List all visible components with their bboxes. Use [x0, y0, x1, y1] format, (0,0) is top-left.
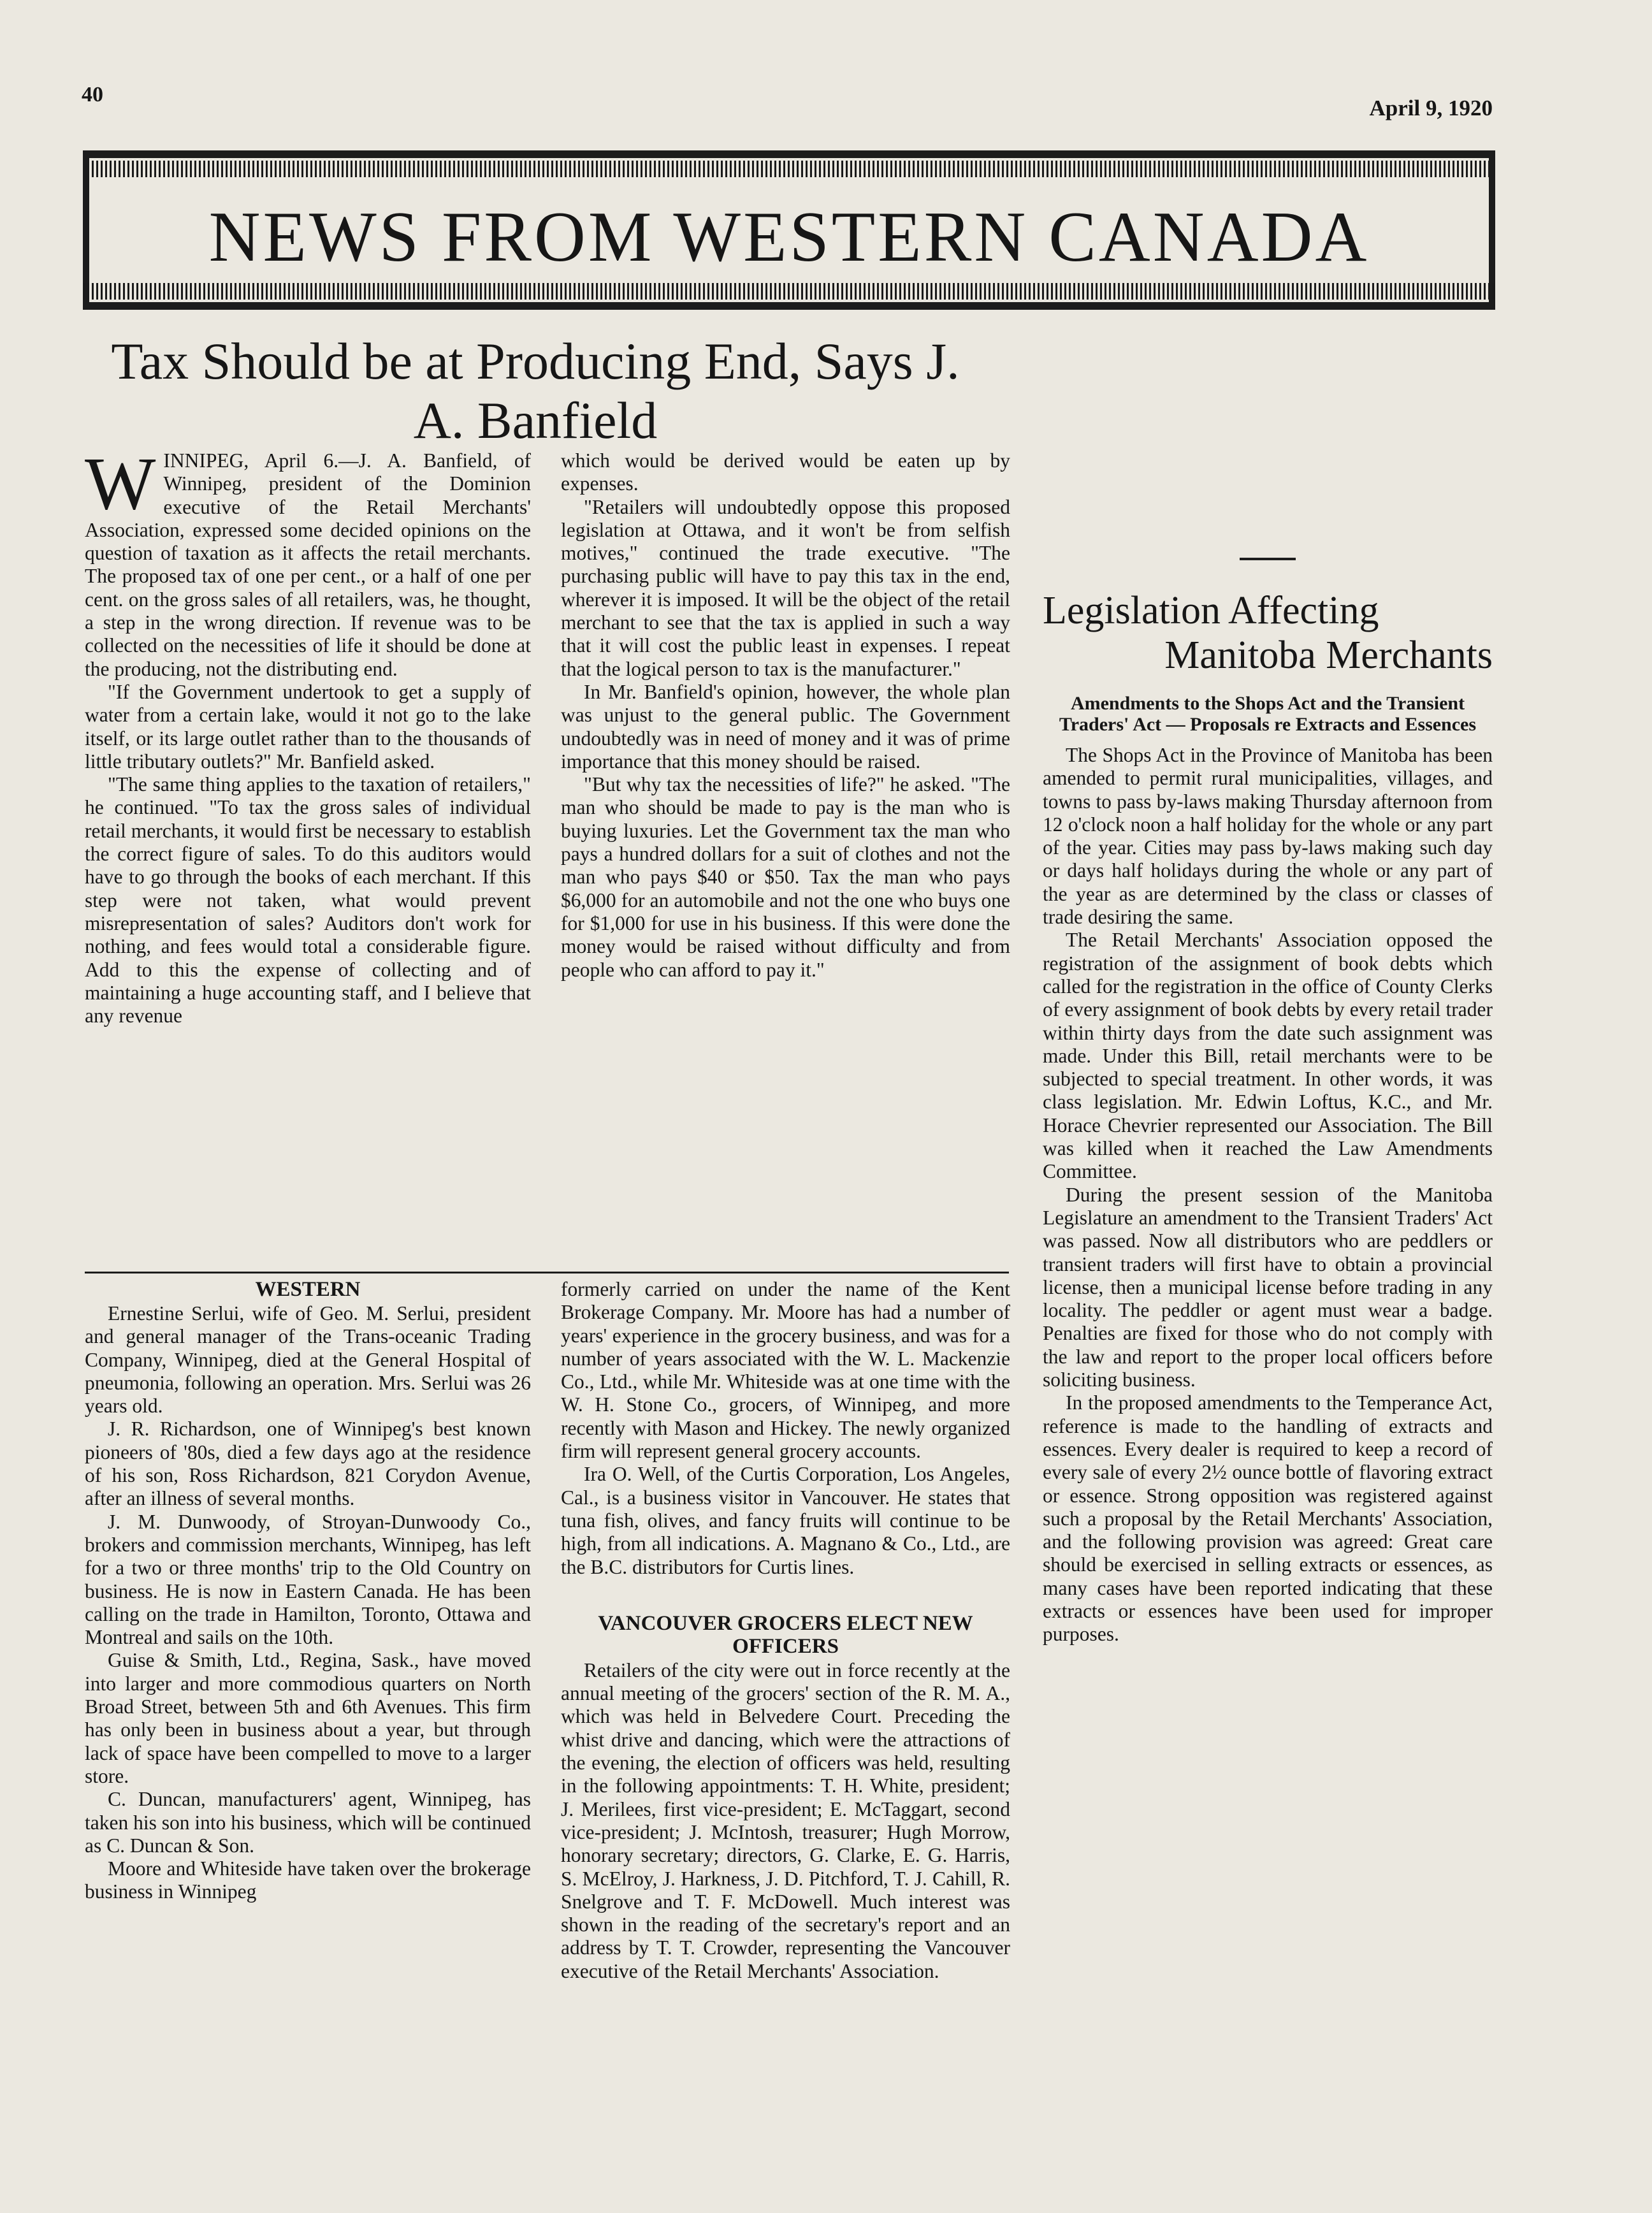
- section-separator: [1240, 558, 1296, 560]
- main-article-column-2: [561, 449, 1010, 982]
- page-number: 40: [82, 83, 103, 106]
- news-item: Ernestine Serlui, wife of Geo. M. Serlui, president and general manager of the Trans-oceanic Trading Company, Winnipeg, died at the General Hospital of pneumonia, following an operation. Mrs. Serlui was 26 years old.: [85, 1302, 531, 1418]
- main-article-headline: Tax Should be at Producing End, Says J. A. Banfield: [111, 332, 960, 450]
- issue-date: April 9, 1920: [1369, 96, 1493, 120]
- news-item: Retailers of the city were out in force recently at the annual meeting of the grocers' section of the R. M. A., which was held in Belvedere Court. Preceding the whist drive and dancing, which were the attractions of the evening, the election of officers was held, resulting in the following appointments: T. H. White, president; J. Merilees, first vice-president; E. McTaggart, second vice-president; J. McIntosh, treasurer; Hugh Morrow, honorary secretary; directors, G. Clarke, E. G. Harris, S. McElroy, J. Harkness, J. D. Pitchford, T. J. Cahill, R. Snelgrove and T. F. McDowell. Much interest was shown in the reading of the secretary's report and an address by T. T. Crowder, representing the Vancouver executive of the Retail Merchants' Association.: [561, 1658, 1010, 1982]
- masthead-ornament-top: [83, 161, 1495, 177]
- legislation-paragraph: During the present session of the Manitoba Legislature an amendment to the Transient Traders' Act was passed. Now all distributors who are peddlers or transient traders will first have to obtain a provincial license, then a municipal license before trading in any locality. The peddler or agent must wear a badge. Penalties are fixed for those who do not comply with the law and report to the proper local officers before soliciting business.: [1043, 1183, 1493, 1391]
- section-title: NEWS FROM WESTERN CANADA: [208, 198, 1370, 277]
- western-title: WESTERN: [255, 1278, 361, 1301]
- legislation-headline: Legislation Affecting Manitoba Merchants: [1043, 589, 1493, 677]
- news-item: Guise & Smith, Ltd., Regina, Sask., have moved into larger and more commodious quarters on North Broad Street, between 5th and 6th Avenues. This firm has only been in business about a year, but through lack of space have been compelled to move to a larger store.: [85, 1649, 531, 1787]
- article-paragraph: "But why tax the necessities of life?" he asked. "The man who should be made to pay is the man who is buying luxuries. Let the Government tax the man who pays a hundred dollars for a suit of clothes and not the man who pays $40 or $50. Tax the man who pays $6,000 for an automobile and not the one who buys one for $1,000 for use in his business. If this were done the money would be raised without difficulty and from people who can afford to pay it.": [561, 773, 1010, 981]
- news-item: Ira O. Well, of the Curtis Corporation, Los Angeles, Cal., is a business visitor in Vancouver. He states that tuna fish, olives, and fancy fruits will continue to be high, from all indications. A. Magnano & Co., Ltd., are the B.C. distributors for Curtis lines.: [561, 1463, 1010, 1578]
- legislation-paragraph: The Shops Act in the Province of Manitoba has been amended to permit rural municipalities, villages, and towns to pass by-laws making Thursday afternoon from 12 o'clock noon a half holiday for the whole or any part of the year. Cities may pass by-laws making such day or days half holidays during the whole or any part of the year as are determined by the class or classes of trade desiring the same.: [1043, 744, 1493, 929]
- masthead-ornament-bottom: [83, 283, 1495, 300]
- news-item: C. Duncan, manufacturers' agent, Winnipeg, has taken his son into his business, which will be continued as C. Duncan & Son.: [85, 1788, 531, 1857]
- section-masthead: [83, 150, 1495, 310]
- western-news-column-2: [561, 1278, 1010, 1983]
- legislation-paragraph: The Retail Merchants' Association opposed the registration of the assignment of book debts which called for the registration in the office of County Clerks of every assignment of book debts by every retail trader within thirty days from the date such assignment was made. Under this Bill, retail merchants were to be subjected to special treatment. In other words, it was class legislation. Mr. Edwin Loftus, K.C., and Mr. Horace Chevrier represented our Association. The Bill was killed when it reached the Law Amendments Committee.: [1043, 929, 1493, 1183]
- news-item: formerly carried on under the name of the Kent Brokerage Company. Mr. Moore has had a number of years' experience in the grocery business, and was for a number of years associated with the W. L. Mackenzie Co., Ltd., while Mr. Whiteside was at one time with the W. H. Stone Co., grocers, of Winnipeg, and more recently with Mason and Hickey. The newly organized firm will represent general grocery accounts.: [561, 1278, 1010, 1463]
- article-paragraph: "The same thing applies to the taxation of retailers," he continued. "To tax the gross sales of individual retail merchants, it would first be necessary to establish the correct figure of sales. To do this auditors would have to go through the books of each merchant. If this step were not taken, what would prevent misrepresentation of sales? Auditors don't work for nothing, and fees would total a considerable figure. Add to this the expense of collecting and of maintaining a huge accounting staff, and I believe that any revenue: [85, 773, 531, 1027]
- news-item: J. M. Dunwoody, of Stroyan-Dunwoody Co., brokers and commission merchants, Winnipeg, has left for a two or three months' trip to the Old Country on business. He is now in Eastern Canada. He has been calling on the trade in Hamilton, Toronto, Ottawa and Montreal and sails on the 10th.: [85, 1510, 531, 1649]
- news-item: Moore and Whiteside have taken over the brokerage business in Winnipeg: [85, 1857, 531, 1903]
- article-paragraph: "Retailers will undoubtedly oppose this proposed legislation at Ottawa, and it won't be from selfish motives," continued the trade executive. "The purchasing public will have to pay this tax in the end, wherever it is imposed. It will be the object of the retail merchant to see that the tax is applied in such a way that it will cost the public least in expenses. I repeat that the logical person to tax is the manufacturer.": [561, 495, 1010, 680]
- main-article-column-1: [85, 442, 531, 1027]
- article-divider-rule: [85, 1272, 1009, 1273]
- drop-cap: W: [85, 442, 156, 525]
- article-paragraph: WINNIPEG, April 6.—J. A. Banfield, of Winnipeg, president of the Dominion executive of the Retail Merchants' Association, expressed some decided opinions on the question of taxation as it affects the retail merchants. The proposed tax of one per cent., or a half of one per cent. on the gross sales of all retailers, was, he thought, a step in the wrong direction. If revenue was to be collected on the necessities of life it should be done at the producing, not the distributing end.: [85, 442, 531, 680]
- news-item: J. R. Richardson, one of Winnipeg's best known pioneers of '80s, died a few days ago at the residence of his son, Ross Richardson, 821 Corydon Avenue, after an illness of several months.: [85, 1418, 531, 1510]
- vancouver-title: VANCOUVER GROCERS ELECT NEW OFFICERS: [598, 1611, 973, 1658]
- column-3: [1043, 354, 1493, 1646]
- article-paragraph: In Mr. Banfield's opinion, however, the whole plan was unjust to the general public. The Government undoubtedly was in need of money and it was of prime importance that this money should be raised.: [561, 680, 1010, 773]
- article-paragraph: which would be derived would be eaten up by expenses.: [561, 449, 1010, 495]
- article-paragraph: "If the Government undertook to get a supply of water from a certain lake, would it not go to the lake itself, or its large outlet rather than to the thousands of little tributary outlets?" Mr. Banfield asked.: [85, 680, 531, 773]
- legislation-deck: Amendments to the Shops Act and the Transient Traders' Act — Proposals re Extracts and Essences: [1059, 693, 1477, 735]
- western-news-column-1: [85, 1278, 531, 1904]
- legislation-paragraph: In the proposed amendments to the Temperance Act, reference is made to the handling of extracts and essences. Every dealer is required to keep a record of every sale of every 2½ ounce bottle of flavoring extract or essence. Strong opposition was registered against such a proposal by the Retail Merchants' Association, and the following provision was agreed: Great care should be exercised in selling extracts or essences, as many cases have been reported indicating that these extracts or essences have been used for improper purposes.: [1043, 1391, 1493, 1646]
